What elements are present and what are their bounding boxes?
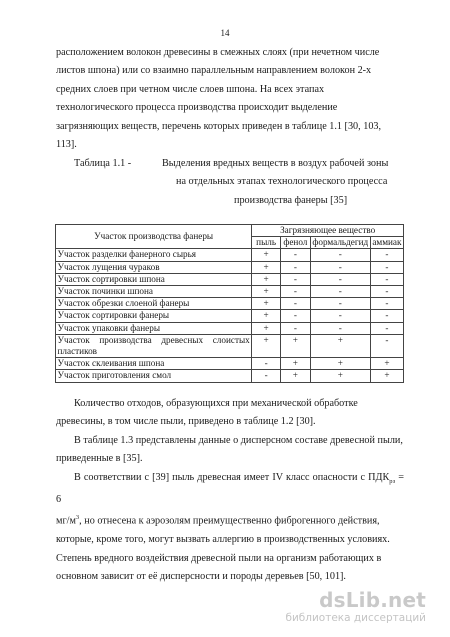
mark-cell: +	[252, 310, 281, 322]
body-text	[56, 395, 404, 586]
mark-cell: -	[370, 273, 403, 285]
text-line: листов шпона) или со взаимно параллельным направлением волокон 2-х	[56, 65, 372, 77]
table-row	[56, 322, 404, 334]
mark-cell: +	[252, 273, 281, 285]
table-row	[56, 273, 404, 285]
mark-cell: +	[252, 322, 281, 334]
intro-paragraph	[56, 44, 404, 154]
header-substance: формальдегид	[310, 237, 370, 249]
text-run: мг/м	[56, 515, 76, 527]
mark-cell: +	[280, 334, 310, 357]
mark-cell: -	[370, 322, 403, 334]
mark-cell: -	[310, 273, 370, 285]
table-row	[56, 358, 404, 370]
mark-cell: +	[310, 370, 370, 382]
text-line: загрязняющих веществ, перечень которых приведен в таблице 1.1 [30, 103,	[56, 120, 382, 132]
mark-cell: -	[252, 358, 281, 370]
mark-cell: -	[370, 261, 403, 273]
mark-cell: -	[310, 322, 370, 334]
site-cell: Участок лущения чураков	[56, 261, 252, 273]
text-line: приведенные в [35].	[56, 453, 143, 465]
subscript: рз	[389, 477, 396, 485]
site-cell: Участок сортировки фанеры	[56, 310, 252, 322]
mark-cell: -	[370, 298, 403, 310]
mark-cell: +	[252, 286, 281, 298]
mark-cell: -	[310, 298, 370, 310]
mark-cell: +	[370, 370, 403, 382]
table-row	[56, 310, 404, 322]
mark-cell: -	[370, 334, 403, 357]
table-row	[56, 334, 404, 357]
mark-cell: -	[280, 322, 310, 334]
mark-cell: -	[280, 261, 310, 273]
pollutants-table	[55, 224, 404, 383]
text-line: Количество отходов, образующихся при механической обработке	[74, 398, 358, 409]
site-cell: Участок разделки фанерного сырья	[56, 249, 252, 261]
text-line: 113].	[56, 139, 77, 151]
mark-cell: -	[310, 249, 370, 261]
mark-cell: -	[370, 310, 403, 322]
text-line: основном зависит от её дисперсности и породы деревьев [50, 101].	[56, 571, 346, 583]
mark-cell: -	[310, 310, 370, 322]
mark-cell: +	[280, 358, 310, 370]
table-row	[56, 286, 404, 298]
mark-cell: -	[310, 261, 370, 273]
text-line: средних слоев при четном числе слоев шпона. На всех этапах	[56, 83, 325, 95]
table-row	[56, 249, 404, 261]
text-line: технологического процесса производства происходит выделение	[56, 102, 338, 114]
header-pollutant-group: Загрязняющее вещество	[252, 225, 404, 237]
mark-cell: +	[252, 334, 281, 357]
text-line	[56, 469, 404, 510]
table-row	[56, 261, 404, 273]
caption-line: производства фанеры [35]	[234, 194, 348, 206]
watermark-tagline: библиотека диссертаций	[285, 612, 426, 624]
caption-line: на отдельных этапах технологического процесса	[176, 176, 388, 188]
mark-cell: -	[280, 286, 310, 298]
text-line: древесины, в том числе пыли, приведено в таблице 1.2 [30].	[56, 416, 316, 428]
superscript: 3	[75, 514, 80, 522]
text-run: В соответствии с [39] пыль древесная имеет IV класс опасности с ПДК	[74, 471, 390, 483]
site-cell: Участок обрезки слоеной фанеры	[56, 298, 252, 310]
text-line: расположением волокон древесины в смежных слоях (при нечетном числе	[56, 47, 380, 58]
mark-cell: +	[252, 298, 281, 310]
mark-cell: -	[252, 370, 281, 382]
mark-cell: +	[252, 261, 281, 273]
text-line	[56, 509, 404, 531]
header-site: Участок производства фанеры	[56, 225, 252, 249]
mark-cell: +	[370, 358, 403, 370]
site-cell: Участок упаковки фанеры	[56, 322, 252, 334]
site-cell: Участок починки шпона	[56, 286, 252, 298]
header-substance: пыль	[252, 237, 281, 249]
mark-cell: +	[310, 334, 370, 357]
mark-cell: +	[252, 249, 281, 261]
header-substance: аммиак	[370, 237, 403, 249]
site-cell: Участок сортировки шпона	[56, 273, 252, 285]
caption-line: Выделения вредных веществ в воздух рабочей зоны	[162, 158, 389, 169]
mark-cell: -	[370, 286, 403, 298]
mark-cell: -	[280, 298, 310, 310]
page-number: 14	[220, 28, 230, 38]
site-cell: Участок приготовления смол	[56, 370, 252, 382]
mark-cell: +	[280, 370, 310, 382]
text-line: Степень вредного воздействия древесной пыли на организм работающих в	[56, 552, 382, 564]
text-run: , но отнесена к аэрозолям преимущественно фиброгенного действия,	[79, 515, 380, 527]
table-row	[56, 298, 404, 310]
mark-cell: -	[280, 273, 310, 285]
site-cell: Участок производства древесных слоистых пластиков	[57, 334, 250, 357]
mark-cell: -	[310, 286, 370, 298]
mark-cell: -	[280, 310, 310, 322]
watermark-logo: dsLib.net	[319, 588, 426, 612]
site-cell: Участок склеивания шпона	[56, 358, 252, 370]
table-row	[56, 370, 404, 382]
mark-cell: +	[310, 358, 370, 370]
mark-cell: -	[370, 249, 403, 261]
mark-cell: -	[280, 249, 310, 261]
text-line: В таблице 1.3 представлены данные о дисперсном составе древесной пыли,	[74, 434, 403, 446]
table-label: Таблица 1.1 -	[74, 158, 132, 169]
text-run: = 6	[56, 471, 404, 506]
text-line: которые, кроме того, могут вызвать аллергию в производственных условиях.	[56, 534, 390, 546]
header-substance: фенол	[280, 237, 310, 249]
